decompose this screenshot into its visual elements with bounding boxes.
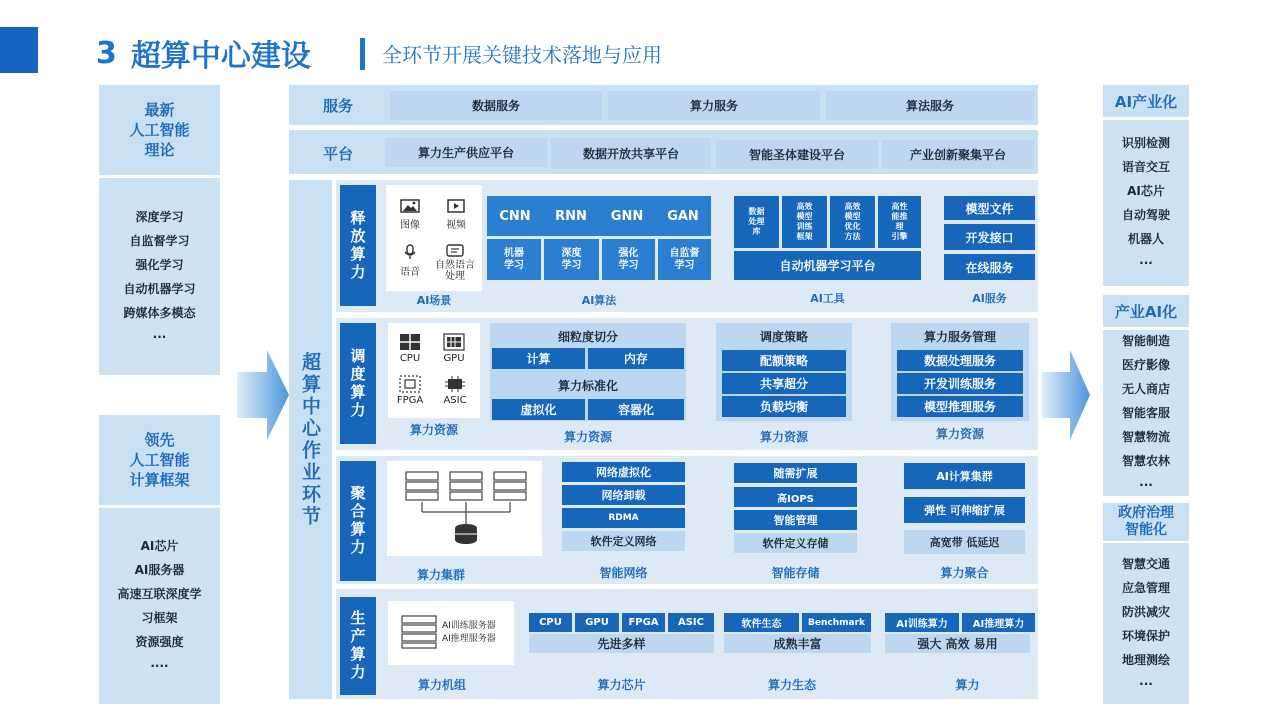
manage-title: 算力服务管理 [923, 329, 996, 344]
release-label: 释放算力 [340, 185, 376, 306]
chips-caption: 算力芯片 [597, 677, 646, 692]
storage-item: 智能管理 [734, 510, 857, 530]
chip-item: CPU [529, 613, 572, 632]
microphone-icon [403, 244, 417, 260]
split-compute: 计算 [492, 348, 585, 369]
framework-item: AI芯片 [140, 539, 179, 553]
industry-ai-title: 产业AI化 [1103, 295, 1189, 327]
power-caption: 算力 [955, 677, 980, 692]
page-subtitle: 全环节开展关键技术落地与应用 [382, 43, 662, 67]
industry-ai-item: 智慧农林 [1121, 454, 1170, 468]
page-title [96, 30, 311, 76]
industry-ai-list [1103, 330, 1189, 496]
theory-list [99, 178, 220, 375]
cluster-caption: 算力集群 [416, 567, 465, 582]
service-item: 算法服务 [826, 91, 1034, 120]
industry-ai-item: ··· [1139, 478, 1153, 492]
ai-industry-item: ··· [1139, 256, 1153, 270]
gov-item: 智慧交通 [1121, 556, 1170, 571]
theory-item: ··· [152, 329, 167, 344]
algo-type: 深度 学习 [544, 239, 599, 280]
aggregate-label: 聚合算力 [340, 461, 376, 581]
tool-item: 高效 模型 优化 方法 [830, 196, 875, 248]
ai-industry-item: 自动驾驶 [1121, 208, 1170, 222]
gov-item: 应急管理 [1121, 580, 1170, 595]
algo-type: 自监督 学习 [658, 239, 711, 280]
tool-item: 高效 模型 训练 框架 [782, 196, 827, 248]
gpu-resource: GPU [436, 330, 472, 366]
power-item: AI训练算力 [885, 613, 959, 632]
policy-title: 调度策略 [759, 329, 808, 344]
eco-summary: 成熟丰富 [724, 634, 871, 653]
industry-ai-item: 智能制造 [1121, 334, 1170, 348]
framework-item: ···· [150, 659, 169, 673]
theory-item: 自监督学习 [129, 233, 190, 248]
manage-item: 数据处理服务 [897, 350, 1023, 371]
industry-ai-item: 无人商店 [1121, 382, 1170, 396]
network-item: 软件定义网络 [562, 531, 685, 551]
eco-caption: 算力生态 [767, 677, 816, 692]
ai-service-caption: AI服务 [972, 292, 1007, 305]
gov-item: ··· [1139, 676, 1153, 691]
agg-caption: 算力聚合 [940, 565, 989, 580]
cpu-resource: CPU [392, 330, 428, 366]
chip-item: ASIC [668, 613, 714, 632]
power-summary: 强大 高效 易用 [885, 634, 1030, 653]
policy-caption: 算力资源 [759, 429, 808, 444]
manage-item: 开发训练服务 [897, 373, 1023, 394]
ai-industry-item: 识别检测 [1121, 136, 1170, 150]
server-cluster-icon [400, 468, 530, 550]
network-item: 网络虚拟化 [562, 462, 685, 482]
ai-industry-item: 机器人 [1127, 232, 1164, 246]
containerization: 容器化 [588, 399, 684, 420]
dispatch-label: 调度算力 [340, 323, 376, 444]
chip-item: GPU [575, 613, 619, 632]
section-number: 3 [96, 35, 117, 71]
machine-item: AI训练服务器 [442, 621, 496, 631]
asic-icon [444, 375, 466, 393]
service-item: 算力服务 [608, 91, 820, 120]
policy-item: 负载均衡 [722, 396, 846, 417]
industry-ai-item: 智慧物流 [1121, 430, 1170, 444]
algo-type: 强化 学习 [602, 239, 655, 280]
services-label: 服务 [322, 96, 353, 115]
split-memory: 内存 [588, 348, 684, 369]
storage-item: 随需扩展 [734, 463, 857, 483]
video-scene: 视频 [436, 196, 476, 234]
ai-industry-item: 语音交互 [1121, 160, 1170, 174]
storage-item: 高IOPS [734, 487, 857, 507]
arrow-right-icon [237, 350, 289, 440]
ai-industry-title: AI产业化 [1103, 85, 1189, 117]
gpu-icon [443, 333, 465, 351]
eco-item: Benchmark [802, 613, 871, 632]
network-item: RDMA [562, 508, 685, 528]
video-icon [447, 199, 465, 213]
policy-item: 配额策略 [722, 350, 846, 371]
framework-item: AI服务器 [134, 563, 185, 577]
industry-ai-item: 智能客服 [1121, 406, 1170, 420]
network-item: 网络卸载 [562, 485, 685, 505]
virtualization: 虚拟化 [492, 399, 585, 420]
voice-scene: 语音 [392, 242, 428, 280]
cpu-icon [399, 333, 421, 351]
fpga-resource: FPGA [390, 372, 430, 408]
framework-item: 高速互联深度学 习框架 [117, 587, 202, 625]
platform-item: 算力生产供应平台 [385, 138, 547, 167]
standardize-title: 算力标准化 [557, 378, 618, 393]
gov-title: 政府治理 智能化 [1103, 503, 1189, 541]
manage-item: 模型推理服务 [897, 396, 1023, 417]
net-gan: GAN [667, 208, 699, 224]
title-divider [360, 38, 365, 70]
asic-resource: ASIC [436, 372, 474, 408]
ai-industry-list [1103, 120, 1189, 286]
machine-caption: 算力机组 [417, 677, 466, 692]
net-rnn: RNN [555, 208, 587, 224]
manage-caption: 算力资源 [935, 426, 984, 441]
platform-item: 数据开放共享平台 [551, 138, 711, 169]
network-caption: 智能网络 [599, 565, 648, 580]
eco-item: 软件生态 [724, 613, 799, 632]
machine-item: AI推理服务器 [442, 634, 496, 644]
produce-label: 生产算力 [340, 597, 376, 695]
fpga-icon [399, 375, 421, 393]
agg-item: 高宽带 低延迟 [904, 530, 1025, 554]
agg-item: 弹性 可伸缩扩展 [904, 497, 1025, 523]
policy-item: 共享超分 [722, 373, 846, 394]
theory-title: 最新 人工智能 理论 [99, 85, 220, 175]
image-icon [400, 199, 420, 213]
storage-item: 软件定义存储 [734, 533, 857, 553]
automl-platform: 自动机器学习平台 [734, 251, 921, 280]
corner-accent [0, 27, 38, 73]
nlp-scene: 自然语言 处理 [430, 240, 480, 286]
split-caption: 算力资源 [563, 429, 612, 444]
theory-item: 深度学习 [135, 209, 184, 224]
algo-type: 机器 学习 [487, 239, 541, 280]
industry-ai-item: 医疗影像 [1121, 358, 1170, 372]
ai-service-item: 模型文件 [944, 196, 1035, 220]
framework-title: 领先 人工智能 计算框架 [99, 415, 220, 505]
theory-item: 跨媒体多模态 [123, 305, 196, 320]
image-scene: 图像 [392, 196, 428, 234]
tool-item: 高性 能推 理 引擎 [878, 196, 921, 248]
theory-item: 强化学习 [135, 257, 184, 272]
tool-item: 数据 处理 库 [734, 196, 779, 248]
agg-item: AI计算集群 [904, 463, 1025, 489]
net-cnn: CNN [499, 208, 531, 224]
ai-service-item: 开发接口 [944, 224, 1035, 250]
chips-summary: 先进多样 [529, 634, 714, 653]
power-item: AI推理算力 [962, 613, 1035, 632]
machine-items [442, 620, 512, 648]
chat-icon [446, 244, 464, 258]
server-rack-icon [400, 614, 438, 650]
framework-list [99, 508, 220, 704]
gov-item: 环境保护 [1121, 628, 1170, 643]
split-title: 细粒度切分 [557, 329, 618, 344]
resource-caption: 算力资源 [409, 422, 458, 437]
platform-item: 产业创新聚集平台 [882, 140, 1034, 169]
service-item: 数据服务 [390, 91, 602, 120]
gov-item: 防洪减灾 [1121, 604, 1170, 619]
theory-item: 自动机器学习 [123, 281, 196, 296]
gov-list [1103, 543, 1189, 704]
gov-item: 地理测绘 [1121, 652, 1170, 667]
storage-caption: 智能存储 [771, 565, 820, 580]
arrow-right-icon [1042, 350, 1090, 440]
framework-item: 资源强度 [135, 635, 184, 649]
center-label: 超算中心作业环节 [289, 180, 332, 699]
algo-caption: AI算法 [581, 294, 617, 307]
chip-item: FPGA [622, 613, 665, 632]
scene-caption: AI场景 [416, 294, 452, 307]
net-gnn: GNN [610, 208, 644, 224]
tools-caption: AI工具 [810, 292, 845, 305]
ai-service-item: 在线服务 [944, 254, 1035, 280]
platform-item: 智能圣体建设平台 [716, 140, 878, 169]
platform-label: 平台 [322, 144, 353, 163]
section-title: 超算中心建设 [130, 39, 311, 74]
ai-industry-item: AI芯片 [1127, 184, 1165, 198]
